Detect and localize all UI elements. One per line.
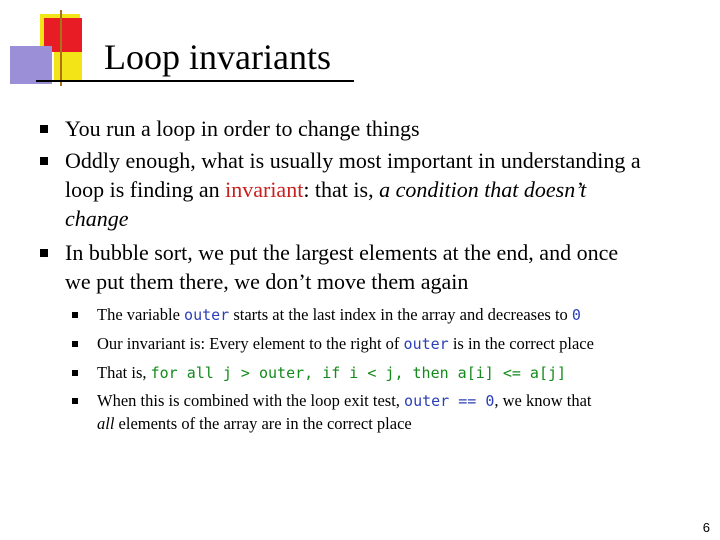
bullet-text-segment: : that is,	[303, 177, 380, 202]
emphasis-all: all	[97, 414, 115, 433]
slide-logo	[0, 0, 110, 90]
sub-bullet-text-line-2	[97, 412, 412, 435]
definition-text: a condition that doesn’t	[379, 177, 587, 202]
code-zero: 0	[571, 306, 581, 324]
bullet-text-line-2	[65, 175, 586, 206]
code-outer: outer	[184, 306, 230, 324]
logo-purple-square	[10, 46, 52, 84]
square-bullet-icon	[72, 398, 78, 404]
square-bullet-icon	[72, 341, 78, 347]
bullet-text: You run a loop in order to change things	[65, 116, 420, 141]
text-segment: The variable	[97, 305, 185, 324]
slide-title: Loop invariants	[104, 37, 331, 77]
text-segment: elements of the array are in the correct place	[114, 414, 412, 433]
text-segment: is in the correct place	[448, 334, 594, 353]
text-segment: , we know that	[494, 391, 592, 410]
text-segment: starts at the last index in the array and decreases to	[229, 305, 572, 324]
invariant-term: invariant	[225, 177, 304, 202]
sub-bullet-text	[97, 361, 566, 385]
bullet-text-line-1: In bubble sort, we put the largest elements at the end, and once	[65, 240, 619, 265]
code-outer: outer	[403, 335, 449, 353]
square-bullet-icon	[72, 370, 78, 376]
bullet-text-segment: loop is finding an	[65, 177, 226, 202]
square-bullet-icon	[40, 125, 48, 133]
logo-yellow-square-bottom	[54, 52, 82, 82]
sub-bullet-text-line-1	[97, 389, 592, 413]
text-segment: Our invariant is: Every element to the right of	[97, 334, 404, 353]
text-segment: When this is combined with the loop exit test,	[97, 391, 405, 410]
sub-bullet-text	[97, 332, 594, 356]
square-bullet-icon	[40, 157, 48, 165]
bullet-text-line-2: we put them there, we don’t move them again	[65, 269, 469, 294]
text-segment: That is,	[97, 363, 151, 382]
square-bullet-icon	[72, 312, 78, 318]
logo-vertical-line	[60, 10, 62, 86]
square-bullet-icon	[40, 249, 48, 257]
title-underline	[36, 80, 354, 82]
bullet-text-line-1: Oddly enough, what is usually most important in understanding a	[65, 148, 641, 173]
code-exit-test: outer == 0	[404, 392, 495, 410]
page-number: 6	[702, 520, 710, 535]
bullet-text-line-3: change	[65, 206, 129, 231]
code-invariant-expression: for all j > outer, if i < j, then a[i] <= a[j]	[150, 364, 567, 382]
sub-bullet-text	[97, 303, 581, 327]
